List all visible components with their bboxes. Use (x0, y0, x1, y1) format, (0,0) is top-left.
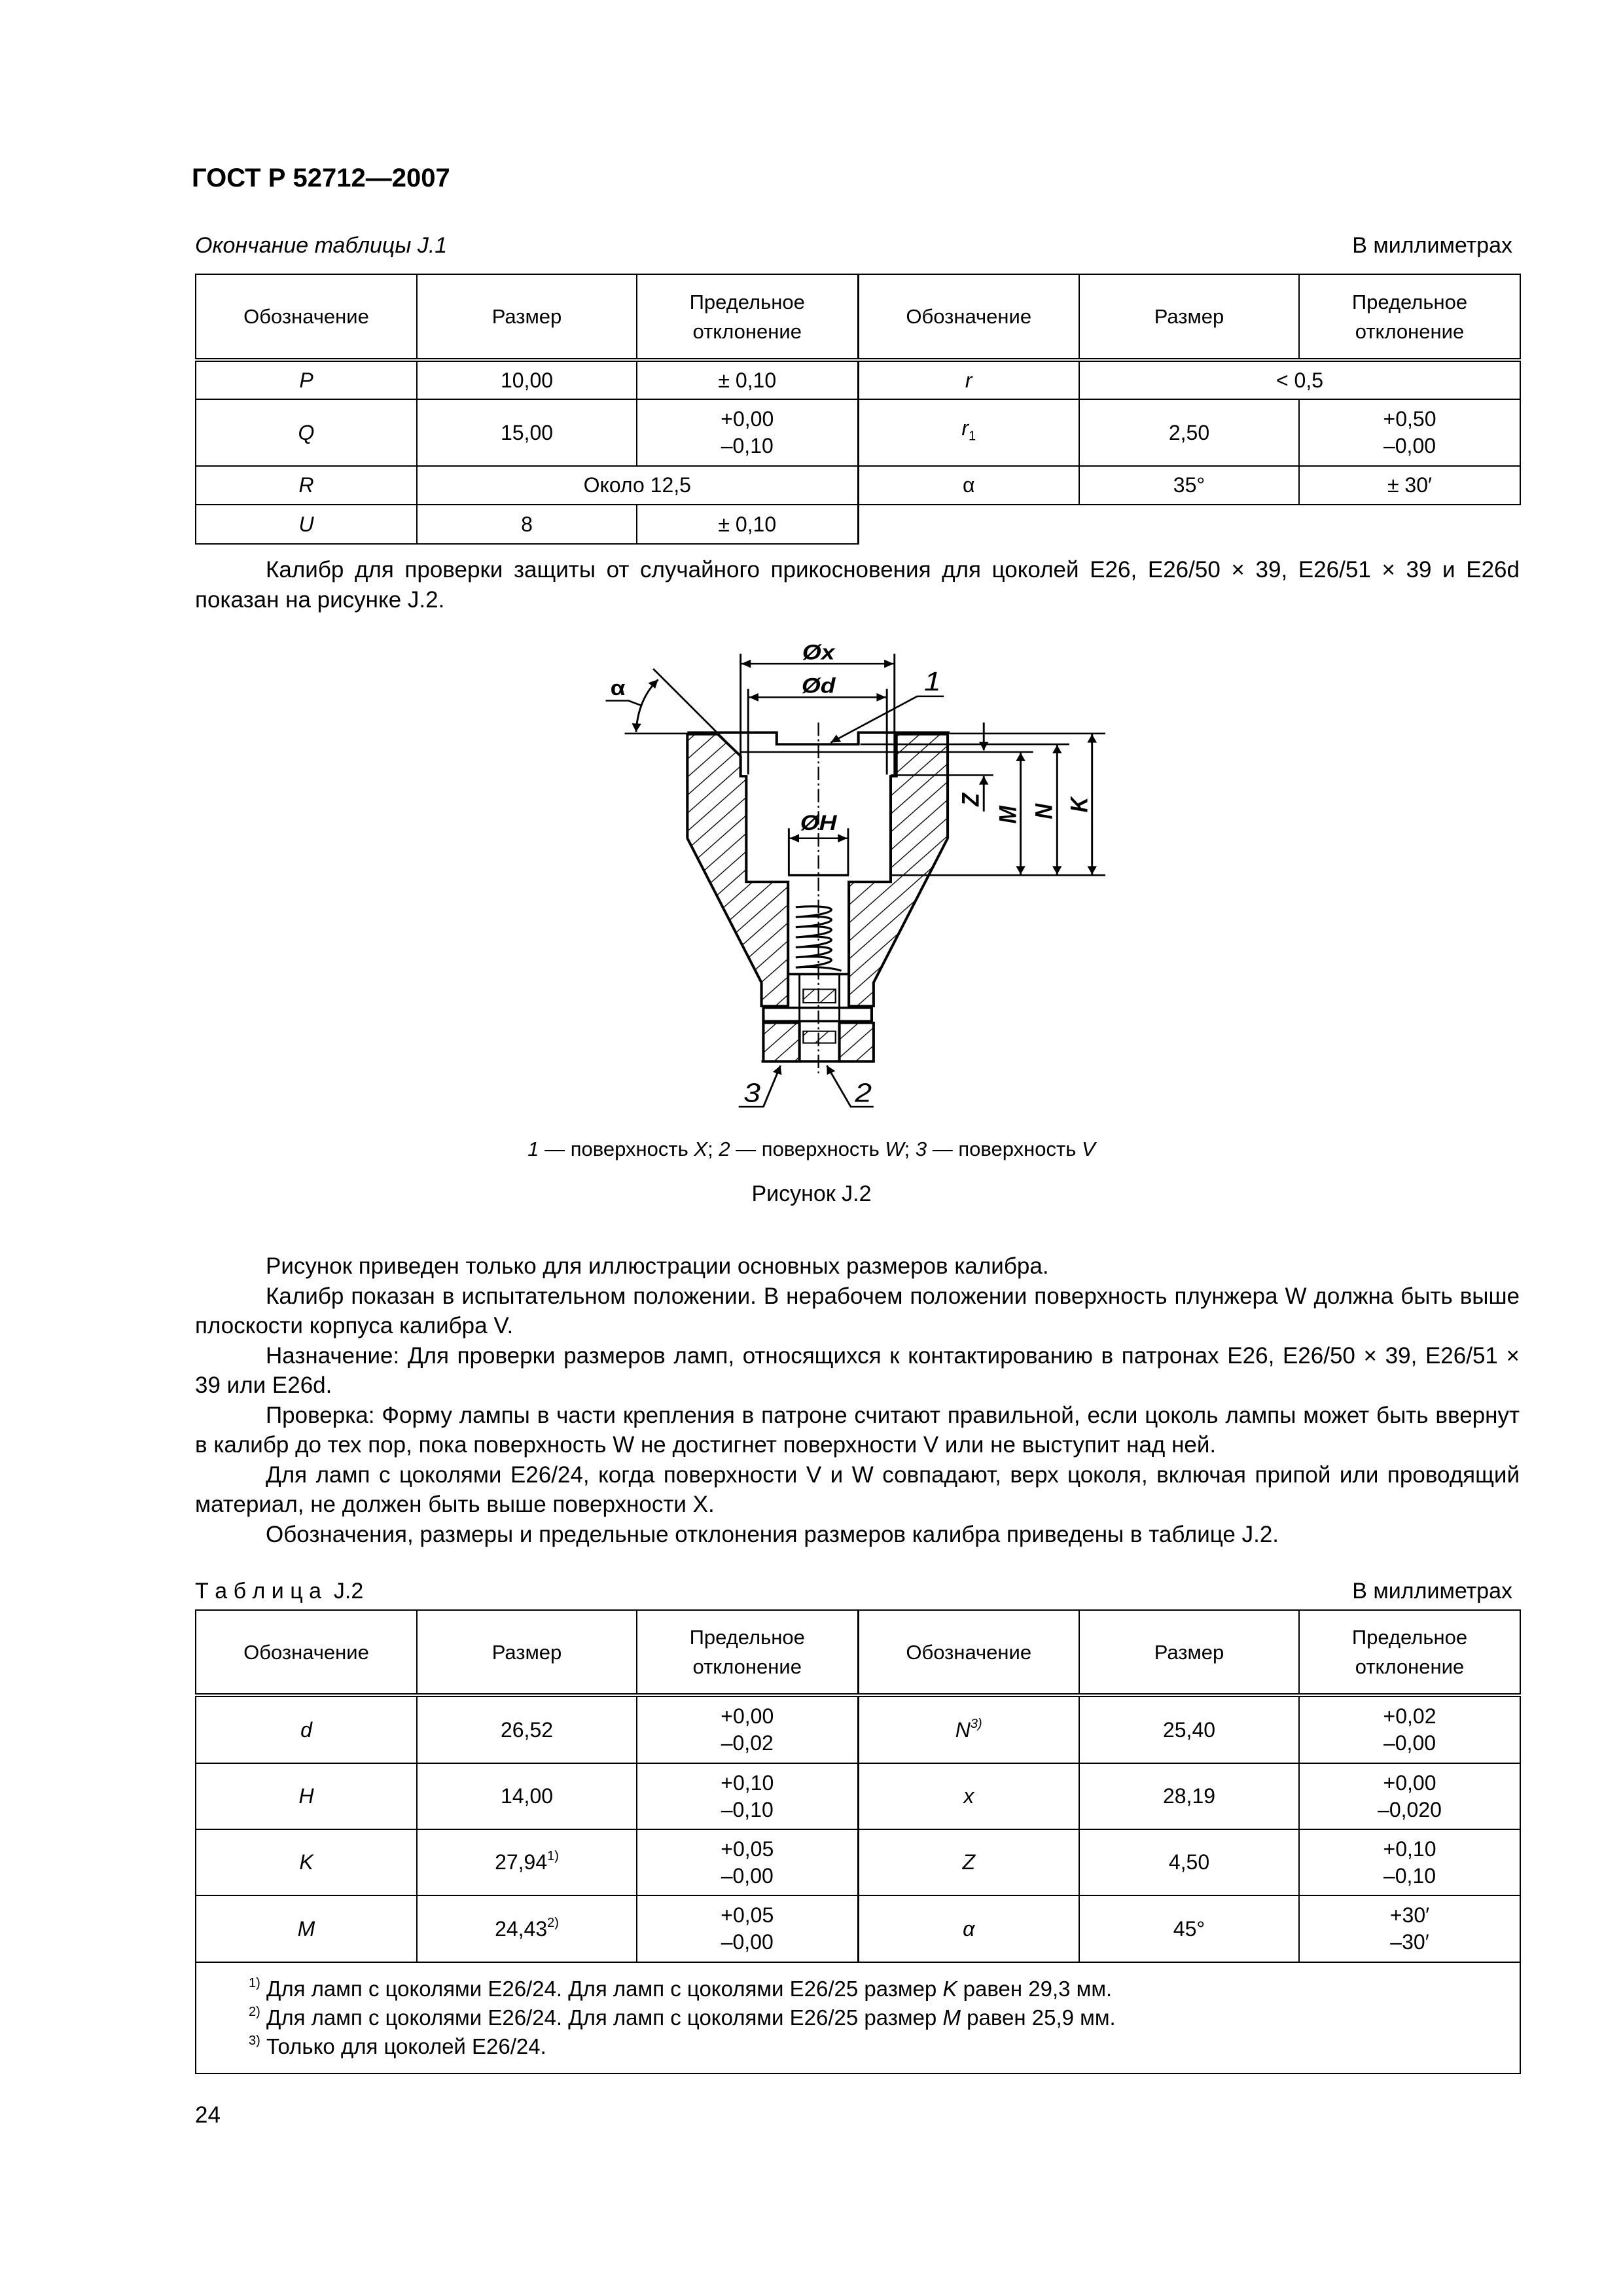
table-j1-units: В миллиметрах (1352, 233, 1512, 258)
symbol-cell (858, 1895, 1079, 1962)
table-row (196, 1695, 1520, 1763)
footnotes-row (196, 1962, 1520, 2073)
footnote-text: Только для цоколей E26/24. (260, 2034, 546, 2058)
footnote-mark: 1) (249, 1976, 260, 1990)
upper-tolerance: +30′ (1389, 1903, 1430, 1927)
figure-title: Рисунок J.2 (751, 1181, 872, 1206)
figure-j2-drawing (556, 622, 1145, 1145)
base-left-section (763, 1023, 799, 1062)
symbol: Z (962, 1850, 976, 1874)
item-label-3: 3 (743, 1077, 760, 1108)
paragraph: Для ламп с цоколями E26/24, когда поверхности V и W совпадают, верх цоколя, включая припой или проводящий материал, не должен быть выше поверхности X. (195, 1462, 1520, 1517)
upper-tolerance: +0,05 (721, 1903, 774, 1927)
dim-label-K: K (1065, 797, 1094, 813)
tolerance-cell (1299, 399, 1520, 466)
paragraph: Проверка: Форму лампы в части крепления в патроне считают правильной, если цоколь лампы может быть ввернут в калибр до тех пор, пока поверхность W не достигнет поверхности V или не выступит над ней. (195, 1402, 1520, 1458)
dim-label-alpha: α (610, 675, 626, 700)
header-cell: Обозначение (858, 274, 1079, 360)
body-text (195, 1251, 1520, 1549)
size-cell: 4,50 (1079, 1829, 1299, 1895)
size-value: 26,52 (500, 1717, 554, 1742)
upper-tolerance: +0,00 (1383, 1770, 1436, 1795)
symbol-cell (858, 1695, 1079, 1763)
symbol-cell (858, 1763, 1079, 1829)
footnote-text: равен 25,9 мм. (960, 2005, 1116, 2030)
paragraph: Обозначения, размеры и предельные отклонения размеров калибра приведены в таблице J.2. (266, 1521, 1279, 1547)
symbol-cell: U (196, 505, 417, 544)
symbol-cell: K (196, 1829, 417, 1895)
legend-text: — поверхность (539, 1138, 694, 1160)
table-header-row (196, 274, 1520, 360)
legend-sep: ; (707, 1138, 719, 1160)
footnote-ref: 1) (547, 1849, 559, 1863)
legend-text: — поверхность (730, 1138, 885, 1160)
footnote (249, 1975, 1520, 2003)
table-row (196, 1829, 1520, 1895)
symbol: α (963, 1916, 975, 1941)
size-cell (417, 1763, 637, 1829)
legend-symbol: X (694, 1138, 708, 1160)
symbol-cell: P (196, 360, 417, 399)
table-header-row (196, 1610, 1520, 1695)
size-cell: 10,00 (417, 360, 637, 399)
table-j1-caption: Окончание таблицы J.1 (195, 233, 448, 258)
footnotes-cell (196, 1962, 1520, 2073)
header-cell: Обозначение (858, 1610, 1079, 1695)
symbol-cell: R (196, 466, 417, 505)
document-header: ГОСТ Р 52712—2007 (192, 164, 450, 192)
lower-tolerance: –0,00 (721, 1930, 774, 1954)
upper-tolerance: +0,00 (721, 407, 774, 431)
paragraph: Назначение: Для проверки размеров ламп, относящихся к контактированию в патронах E26, E26/50 × 39, E26/51 × 39 или E26d. (195, 1342, 1520, 1398)
upper-tolerance: +0,00 (721, 1704, 774, 1728)
table-j2-caption: Т а б л и ц а J.2 (195, 1579, 364, 1604)
header-cell: Предельное отклонение (637, 274, 858, 360)
upper-tolerance: +0,10 (1383, 1837, 1436, 1861)
legend-num: 1 (527, 1138, 539, 1160)
dim-label-N: N (1030, 803, 1058, 819)
tolerance-cell: ± 30′ (1299, 466, 1520, 505)
size-cell: 15,00 (417, 399, 637, 466)
tolerance-cell (637, 399, 858, 466)
size-cell: 35° (1079, 466, 1299, 505)
paragraph: Рисунок приведен только для иллюстрации основных размеров калибра. (266, 1253, 1049, 1279)
legend-text: — поверхность (927, 1138, 1082, 1160)
size-cell (417, 1695, 637, 1763)
page-number: 24 (195, 2102, 221, 2128)
table-row (196, 466, 1520, 505)
dim-label-H: ØH (800, 810, 837, 835)
symbol-cell: H (196, 1763, 417, 1829)
dim-label-M: M (994, 806, 1022, 824)
footnote-mark: 3) (249, 2034, 260, 2048)
size-value: 27,94 (495, 1850, 548, 1874)
table-j1 (195, 274, 1521, 545)
upper-tolerance: +0,05 (721, 1837, 774, 1861)
tolerance-cell (1299, 1895, 1520, 1962)
lower-tolerance: –0,00 (721, 1863, 774, 1888)
tolerance-cell (1299, 1763, 1520, 1829)
tolerance-cell: ± 0,10 (637, 360, 858, 399)
lower-tolerance: –0,00 (1383, 1731, 1436, 1755)
size-cell (417, 1829, 637, 1895)
symbol-subscript: 1 (969, 429, 976, 444)
lower-tolerance: –0,10 (1383, 1863, 1436, 1888)
legend-sep: ; (904, 1138, 916, 1160)
symbol: N (955, 1717, 971, 1742)
item-label-1: 1 (923, 666, 941, 697)
footnote-text: Для ламп с цоколями E26/24. Для ламп с цоколями E26/25 размер (260, 1977, 943, 2001)
header-cell: Обозначение (196, 274, 417, 360)
header-cell: Предельное отклонение (1299, 274, 1520, 360)
dim-label-x: Øx (802, 640, 835, 664)
item-label-2: 2 (855, 1077, 872, 1108)
size-value: 14,00 (500, 1784, 554, 1808)
header-cell: Размер (417, 274, 637, 360)
upper-tolerance: +0,02 (1383, 1704, 1436, 1728)
paragraph: Калибр для проверки защиты от случайного прикосновения для цоколей E26, E26/50 × 39, E26/51 × 39 и E26d показан на рисунке J.2. (195, 557, 1520, 613)
table-row (196, 505, 1520, 544)
legend-num: 2 (719, 1138, 730, 1160)
table-row (196, 399, 1520, 466)
size-cell: 45° (1079, 1895, 1299, 1962)
size-cell (417, 1895, 637, 1962)
table-row (196, 360, 1520, 399)
size-cell: 25,40 (1079, 1695, 1299, 1763)
table-j2 (195, 1609, 1521, 2074)
lower-tolerance: –0,020 (1378, 1797, 1442, 1821)
size-value: 24,43 (495, 1916, 548, 1941)
symbol-cell: r (858, 360, 1079, 399)
header-cell: Размер (1079, 274, 1299, 360)
footnote-symbol: K (942, 1977, 957, 2001)
lower-tolerance: –0,00 (1383, 434, 1436, 457)
header-cell: Предельное отклонение (637, 1610, 858, 1695)
upper-tolerance: +0,50 (1383, 407, 1436, 431)
footnote-ref: 2) (547, 1915, 559, 1930)
base-right-section (840, 1023, 874, 1062)
symbol-cell: Q (196, 399, 417, 466)
dim-label-d: Ød (801, 673, 836, 698)
header-cell: Предельное отклонение (1299, 1610, 1520, 1695)
tolerance-cell (1299, 1695, 1520, 1763)
footnote-mark: 2) (249, 2005, 260, 2019)
lower-tolerance: –0,10 (721, 1797, 774, 1821)
footnote (249, 2032, 1520, 2061)
lower-tolerance: –30′ (1390, 1930, 1429, 1954)
lower-tolerance: –0,10 (721, 434, 774, 457)
lower-tolerance: –0,02 (721, 1731, 774, 1755)
footnote-symbol: M (942, 2005, 961, 2030)
footnote (249, 2003, 1520, 2032)
symbol: r (961, 416, 969, 440)
header-cell: Размер (1079, 1610, 1299, 1695)
figure-legend (0, 1138, 1623, 1161)
header-cell: Размер (417, 1610, 637, 1695)
empty-cell (858, 505, 1520, 544)
upper-tolerance: +0,10 (721, 1770, 774, 1795)
footnote-ref: 3) (970, 1716, 982, 1731)
symbol: x (963, 1784, 974, 1808)
header-cell: Обозначение (196, 1610, 417, 1695)
size-cell: 8 (417, 505, 637, 544)
footnote-text: Для ламп с цоколями E26/24. Для ламп с цоколями E26/25 размер (260, 2005, 943, 2030)
size-cell: 28,19 (1079, 1763, 1299, 1829)
paragraph: Калибр показан в испытательном положении. В нерабочем положении поверхность плунжера W должна быть выше плоскости корпуса калибра V. (195, 1283, 1520, 1338)
table-row (196, 1895, 1520, 1962)
legend-symbol: W (885, 1138, 904, 1160)
symbol-cell: d (196, 1695, 417, 1763)
symbol-cell: α (858, 466, 1079, 505)
tolerance-cell (637, 1895, 858, 1962)
footnote-text: равен 29,3 мм. (957, 1977, 1113, 2001)
legend-symbol: V (1082, 1138, 1096, 1160)
symbol-cell: M (196, 1895, 417, 1962)
legend-num: 3 (915, 1138, 927, 1160)
intro-paragraph (195, 555, 1520, 615)
tolerance-cell: ± 0,10 (637, 505, 858, 544)
tolerance-cell (637, 1763, 858, 1829)
left-wall-section (687, 734, 788, 1006)
dim-label-Z: Z (957, 793, 985, 806)
tolerance-cell (637, 1695, 858, 1763)
size-cell: 2,50 (1079, 399, 1299, 466)
table-row (196, 1763, 1520, 1829)
size-cell: Около 12,5 (417, 466, 858, 505)
size-cell: < 0,5 (1079, 360, 1520, 399)
symbol-cell (858, 1829, 1079, 1895)
symbol-cell (858, 399, 1079, 466)
table-j2-units: В миллиметрах (1352, 1579, 1512, 1604)
tolerance-cell (637, 1829, 858, 1895)
tolerance-cell (1299, 1829, 1520, 1895)
